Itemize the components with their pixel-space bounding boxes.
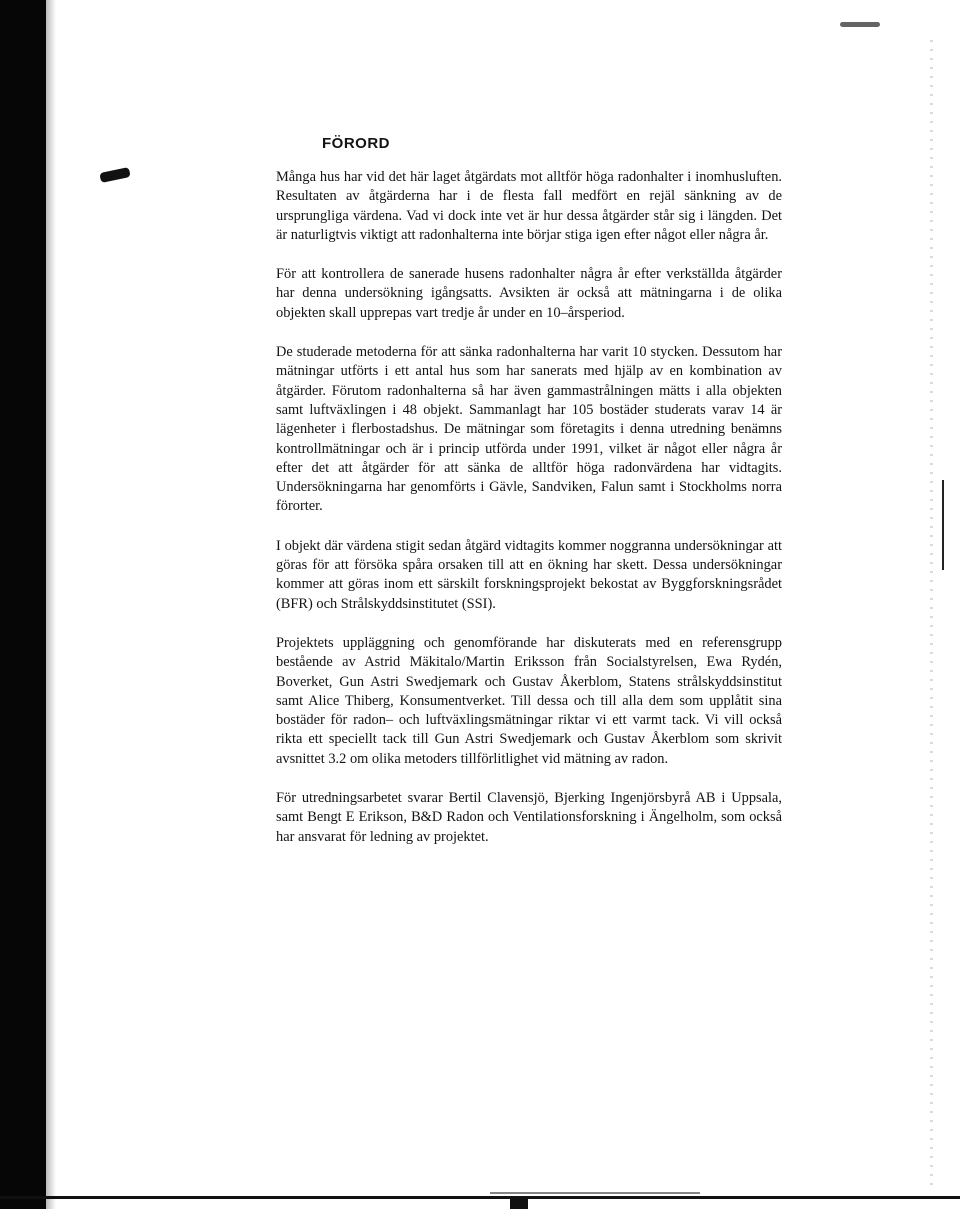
paragraph-2: För att kontrollera de sanerade husens radonhalter några år efter verkställda åtgärder har denna undersökning igångsatts. Avsikten är också att mätningarna i de olika objekten skall upprepas vart tredje år under en 10–årsperiod. bbox=[276, 266, 782, 321]
scan-speckle bbox=[930, 40, 933, 1190]
scan-bottom-edge bbox=[0, 1196, 960, 1199]
scan-rule bbox=[490, 1192, 700, 1194]
scan-mark bbox=[942, 480, 944, 570]
scan-mark bbox=[510, 1199, 528, 1209]
paragraph-5: Projektets uppläggning och genomförande har diskuterats med en referensgrupp bestående av Astrid Mäkitalo/Martin Eriksson från Socialstyrelsen, Ewa Rydén, Boverket, Gun Astri Swedjemark och Gustav Åkerblom, Statens strålskyddsinstitut samt Alice Thiberg, Konsumentverket. Till dessa och till alla dem som upplåtit sina bostäder för radon– och luftväxlingsmätningar riktar vi ett varmt tack. Vi vill också rikta ett speciellt tack till Gun Astri Swedjemark och Gustav Åkerblom som skrivit avsnittet 3.2 om olika metoders tillförlitlighet vid mätning av radon. bbox=[276, 634, 782, 767]
scan-edge-gradient bbox=[46, 0, 56, 1209]
scan-edge-shadow bbox=[0, 0, 46, 1209]
paragraph-3: De studerade metoderna för att sänka radonhalterna har varit 10 stycken. Dessutom har mätningar utförts i ett antal hus som har sanerats med hjälp av en kombination av åtgärder. Förutom radonhalterna så har även gammastrålningen mätts i alla objekten samt luftväxlingen i 48 objekt. Sammanlagt har 105 bostäder studerats varav 14 är lägenheter i flerbostadshus. De mätningar som företagits i denna utredning benämns kontrollmätningar och är i princip utförda under 1991, vilket är något eller några år efter det att åtgärder för att sänka de alltför höga radonvärdena har vidtagits. Undersökningarna har genomförts i Gävle, Sandviken, Falun samt i Stockholms norra förorter. bbox=[276, 344, 782, 515]
document-title: FÖRORD bbox=[322, 135, 390, 152]
paragraph-1: Många hus har vid det här laget åtgärdats mot alltför höga radonhalter i inomhusluften. Resultaten av åtgärderna har i de flesta fall medfört en rejäl sänkning av de ursprungliga värdena. Vad vi dock inte vet är hur dessa åtgärder står sig i längden. Det är naturligtvis viktigt att radonhalterna inte börjar stiga igen efter något eller några år. bbox=[276, 169, 782, 243]
paragraph-6: För utredningsarbetet svarar Bertil Clavensjö, Bjerking Ingenjörsbyrå AB i Uppsala, samt Bengt E Erikson, B&D Radon och Ventilationsforskning i Ängelholm, som också har ansvarat för ledning av projektet. bbox=[276, 790, 782, 845]
paragraph-4: I objekt där värdena stigit sedan åtgärd vidtagits kommer noggranna undersökningar att göras för att försöka spåra orsaken till att en ökning har skett. Dessa undersökningar kommer att göras inom ett särskilt forskningsprojekt bekostat av Byggforskningsrådet (BFR) och Strålskyddsinstitutet (SSI). bbox=[276, 537, 782, 612]
document-body bbox=[276, 130, 782, 867]
scan-smudge bbox=[840, 22, 880, 27]
scan-smudge bbox=[99, 167, 130, 183]
